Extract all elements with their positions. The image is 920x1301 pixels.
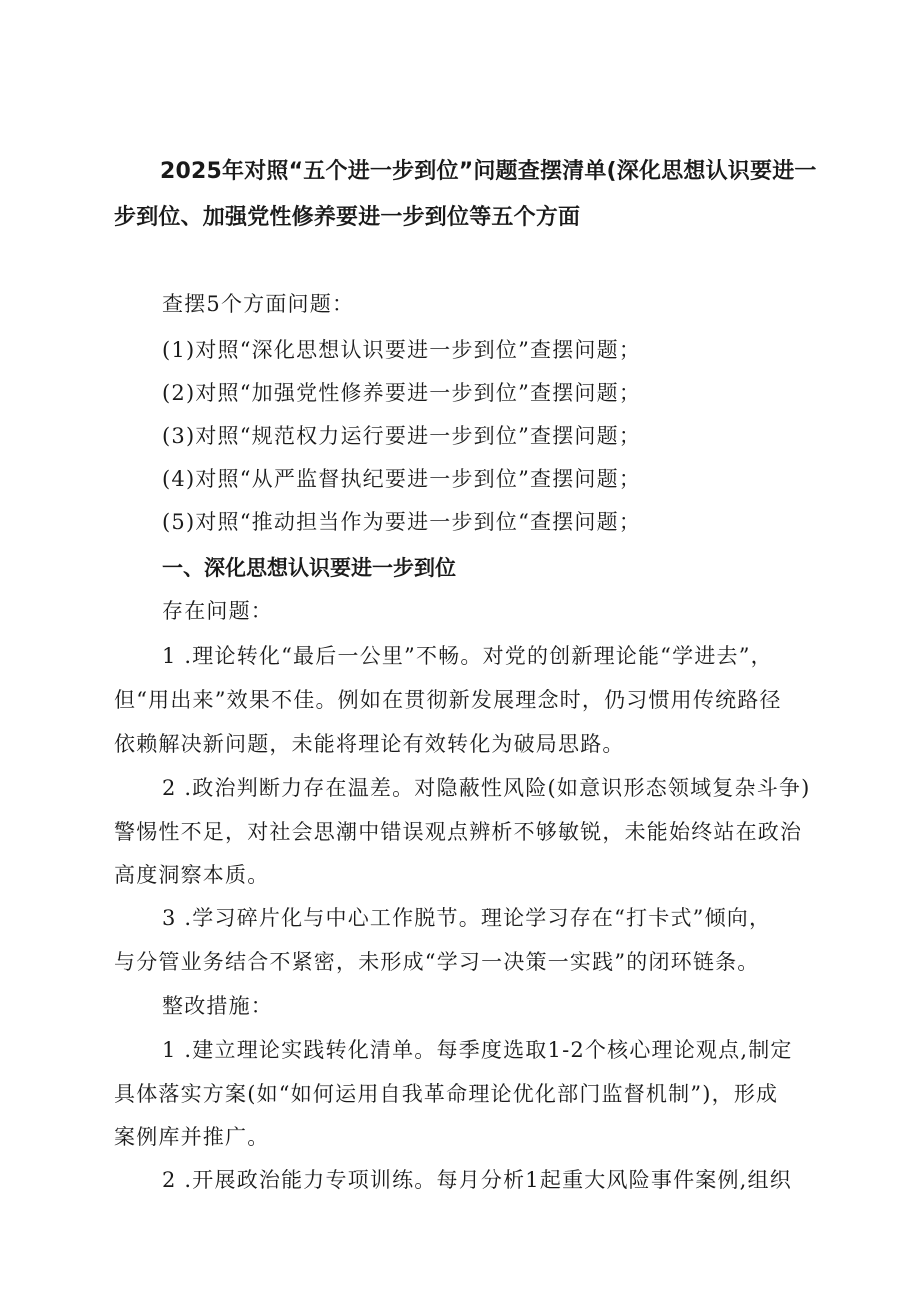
problem-1-line-1: 1 .理论转化“最后一公里”不畅。对党的创新理论能“学进去”，	[162, 644, 773, 668]
intro-item-4: (4)对照“从严监督执纪要进一步到位”查摆问题；	[162, 467, 642, 491]
measure-1-line-2: 具体落实方案(如“如何运用自我革命理论优化部门监督机制”)，形成	[114, 1082, 779, 1106]
intro-item-3: (3)对照“规范权力运行要进一步到位”查摆问题；	[162, 424, 642, 448]
problem-2-line-2: 警惕性不足，对社会思潮中错误观点辨析不够敏锐，未能始终站在政治	[114, 820, 803, 844]
section-1-heading: 一、深化思想认识要进一步到位	[162, 556, 456, 580]
document-title-line-1: 2025年对照“五个进一步到位”问题查摆清单(深化思想认识要进一	[160, 159, 817, 184]
problem-1-line-2: 但“用出来”效果不佳。例如在贯彻新发展理念时，仍习惯用传统路径	[114, 688, 782, 712]
problems-label: 存在问题：	[162, 599, 273, 623]
measure-2-line-1: 2 .开展政治能力专项训练。每月分析1起重大风险事件案例,组织	[162, 1168, 792, 1192]
problem-1-line-3: 依赖解决新问题，未能将理论有效转化为破局思路。	[114, 732, 625, 756]
measure-1-line-3: 案例库并推广。	[114, 1125, 270, 1149]
problem-2-line-3: 高度洞察本质。	[114, 863, 270, 887]
intro-item-2: (2)对照“加强党性修养要进一步到位”查摆问题；	[162, 381, 642, 405]
intro-item-5: (5)对照“推动担当作为要进一步到位“查摆问题；	[162, 510, 642, 534]
measure-1-line-1: 1 .建立理论实践转化清单。每季度选取1-2个核心理论观点,制定	[162, 1038, 793, 1062]
problem-2-line-1: 2 .政治判断力存在温差。对隐蔽性风险(如意识形态领域复杂斗争)	[162, 776, 811, 800]
document-title-line-2: 步到位、加强党性修养要进一步到位等五个方面	[114, 205, 581, 230]
intro-item-1: (1)对照“深化思想认识要进一步到位”查摆问题；	[162, 338, 642, 362]
measures-label: 整改措施：	[162, 994, 273, 1018]
problem-3-line-2: 与分管业务结合不紧密，未形成“学习一决策一实践”的闭环链条。	[114, 950, 760, 974]
problem-3-line-1: 3 .学习碎片化与中心工作脱节。理论学习存在“打卡式”倾向，	[162, 906, 772, 930]
intro-lead: 查摆5个方面问题：	[162, 292, 355, 316]
